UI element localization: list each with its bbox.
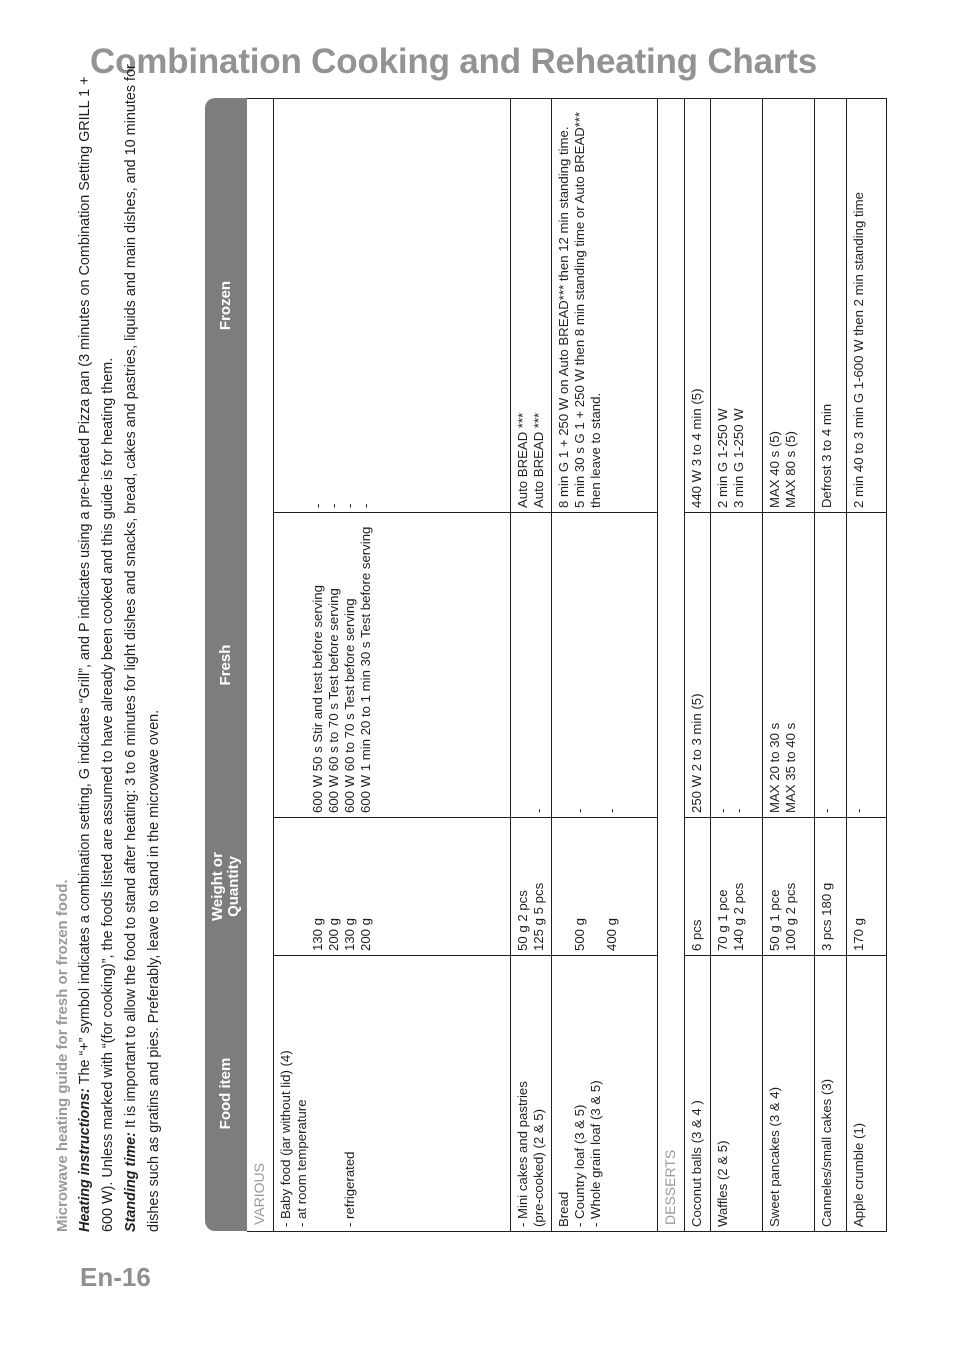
cell-fresh: 250 W 2 to 3 min (5) bbox=[685, 513, 711, 818]
cell-weight: 70 g 1 pce 140 g 2 pcs bbox=[711, 818, 763, 956]
table-row bbox=[711, 99, 763, 1232]
table-row bbox=[552, 99, 658, 1232]
cell-food: Waffles (2 & 5) bbox=[711, 956, 763, 1232]
standing-text: It is important to allow the food to stand after heating: 3 to 6 minutes for light dishes and snacks, bread, cakes and pastries, liquids and main dishes, and 10 minutes for dishes such as gratins and pies. Preferably, leave to stand in the microwave oven. bbox=[123, 64, 162, 1232]
heating-instructions bbox=[74, 62, 120, 1232]
table-row bbox=[763, 99, 815, 1232]
cell-food: Bread - Country loaf (3 & 5) - Whole grain loaf (3 & 5) bbox=[552, 956, 658, 1232]
cell-frozen: Defrost 3 to 4 min bbox=[815, 99, 847, 513]
cell-food: Coconut balls (3 & 4 ) bbox=[685, 956, 711, 1232]
cell-food: Canneles/small cakes (3) bbox=[815, 956, 847, 1232]
header-fresh: Fresh bbox=[205, 513, 247, 818]
cell-fresh: - bbox=[511, 513, 552, 818]
cell-weight: 50 g 1 pce 100 g 2 pcs bbox=[763, 818, 815, 956]
cell-food: - Mini cakes and pastries (pre-cooked) (2 & 5) bbox=[511, 956, 552, 1232]
cell-frozen: 440 W 3 to 4 min (5) bbox=[685, 99, 711, 513]
cell-frozen: - - - - bbox=[274, 99, 511, 513]
cell-fresh: - - bbox=[552, 513, 658, 818]
header-food-item: Food item bbox=[205, 956, 247, 1232]
chart-table-wrapper bbox=[205, 99, 887, 1232]
cell-fresh: MAX 20 to 30 s MAX 35 to 40 s bbox=[763, 513, 815, 818]
section-desserts: DESSERTS bbox=[658, 99, 685, 1232]
cell-fresh: - bbox=[815, 513, 847, 818]
cell-frozen: 8 min G 1 + 250 W on Auto BREAD*** then 12 min standing time. 5 min 30 s G 1 + 250 W then 8 min standing time or Auto BREAD*** then leave to stand. bbox=[552, 99, 658, 513]
section-various: VARIOUS bbox=[247, 99, 274, 1232]
table-row bbox=[274, 99, 511, 1232]
header-frozen: Frozen bbox=[205, 99, 247, 513]
standing-time bbox=[120, 62, 166, 1232]
page-number: En-16 bbox=[80, 1262, 151, 1292]
cell-food: Apple crumble (1) bbox=[847, 956, 887, 1232]
cell-weight: 50 g 2 pcs 125 g 5 pcs bbox=[511, 818, 552, 956]
cell-weight: 3 pcs 180 g bbox=[815, 818, 847, 956]
table-row bbox=[511, 99, 552, 1232]
cell-food: - Baby food (jar without lid) (4) - at room temperature - refrigerated bbox=[274, 956, 511, 1232]
table-row bbox=[815, 99, 847, 1232]
cell-fresh: 600 W 50 s Stir and test before serving 600 W 60 s to 70 s Test before serving 600 W 60 to 70 s Test before serving 600 W 1 min 20 to 1 min 30 s Test before serving bbox=[274, 513, 511, 818]
cell-fresh: - bbox=[847, 513, 887, 818]
heating-label: Heating instructions: bbox=[77, 1088, 93, 1232]
header-weight: Weight or Quantity bbox=[205, 818, 247, 956]
cell-weight: 130 g 200 g 130 g 200 g bbox=[274, 818, 511, 956]
page-title: Combination Cooking and Reheating Charts bbox=[90, 42, 818, 81]
intro-block bbox=[52, 62, 166, 1232]
heating-text: The “+” symbol indicates a combination setting, G indicates “Grill”, and P indicates using a pre-heated Pizza pan (3 minutes on Combination Setting GRILL 1 + 600 W). Unless marked with “(for cooking)”, the foods listed are assumed to have already been cooked and this guide is for heating them. bbox=[77, 76, 116, 1232]
cell-fresh: - - bbox=[711, 513, 763, 818]
table-row bbox=[847, 99, 887, 1232]
cell-frozen: MAX 40 s (5) MAX 80 s (5) bbox=[763, 99, 815, 513]
heating-chart-table bbox=[205, 98, 887, 1232]
cell-frozen: 2 min G 1-250 W 3 min G 1-250 W bbox=[711, 99, 763, 513]
cell-weight: 6 pcs bbox=[685, 818, 711, 956]
intro-subtitle: Microwave heating guide for fresh or frozen food. bbox=[54, 879, 71, 1232]
table-row bbox=[685, 99, 711, 1232]
cell-weight: 170 g bbox=[847, 818, 887, 956]
cell-weight: 500 g 400 g bbox=[552, 818, 658, 956]
cell-food: Sweet pancakes (3 & 4) bbox=[763, 956, 815, 1232]
cell-frozen: Auto BREAD *** Auto BREAD *** bbox=[511, 99, 552, 513]
cell-frozen: 2 min 40 to 3 min G 1-600 W then 2 min standing time bbox=[847, 99, 887, 513]
standing-label: Standing time: bbox=[123, 1132, 139, 1232]
